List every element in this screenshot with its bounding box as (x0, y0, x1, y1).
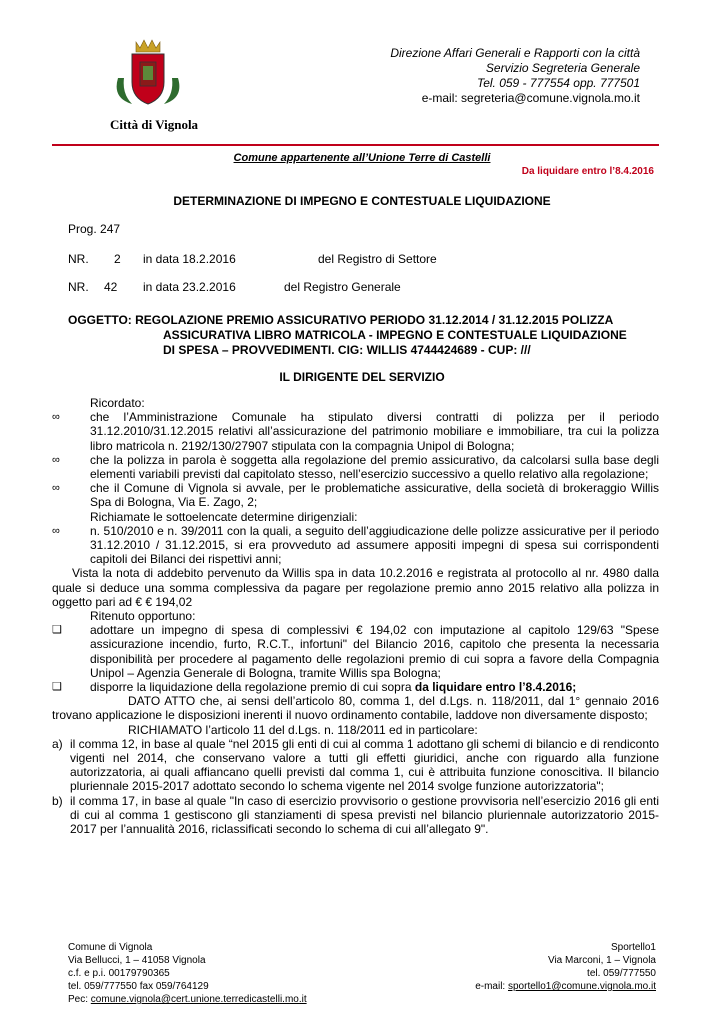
oggetto-line: DI SPESA – PROVVEDIMENTI. CIG: WILLIS 4744424689 - CUP: /// (163, 343, 531, 357)
list-item-text: che la polizza in parola è soggetta alla regolazione del premio assicurativo, da calcolarsi sulla base degli elementi variabili previsti dal capitolato stesso, nell’esercizio successivo a quello relativo alla regolazione; (90, 452, 659, 482)
list-item-text: che l’Amministrazione Comunale ha stipulato diversi contratti di polizza per il periodo 31.12.2010/31.12.2015 relativi all’assicurazione del patrimonio mobiliare e immobiliare, tra cui la polizza libro matricola n. 2192/130/27907 stipulata con la compagnia Unipol di Bologna; (90, 410, 659, 453)
document-body (52, 396, 659, 836)
list-item (52, 481, 659, 509)
nr-date: in data 18.2.2016 (143, 252, 236, 266)
list-item-text: che il Comune di Vignola si avvale, per le problematiche assicurative, della società di brokeraggio Willis Spa di Bologna, Via E. Zago, 2; (90, 481, 659, 510)
document-title: DETERMINAZIONE DI IMPEGNO E CONTESTUALE LIQUIDAZIONE (173, 194, 551, 208)
footer-line: c.f. e p.i. 00179790365 (68, 968, 170, 979)
nr-value: 2 (114, 252, 121, 266)
office-line: Direzione Affari Generali e Rapporti con la città (390, 46, 640, 60)
ritenuto-label: Ritenuto opportuno: (90, 609, 196, 624)
header-divider (52, 144, 659, 146)
oggetto-block (68, 313, 658, 358)
oggetto-line: OGGETTO: REGOLAZIONE PREMIO ASSICURATIVO PERIODO 31.12.2014 / 31.12.2015 POLIZZA (68, 313, 614, 327)
office-line: Tel. 059 - 777554 opp. 777501 (476, 76, 640, 90)
infinity-bullet-icon: ∞ (52, 453, 60, 466)
office-email[interactable]: e-mail: segreteria@comune.vignola.mo.it (421, 91, 640, 105)
richiamato-paragraph: RICHIAMATO l’articolo 11 del d.Lgs. n. 118/2011 ed in particolare: (128, 722, 478, 737)
deadline-note: Da liquidare entro l’8.4.2016 (521, 166, 654, 177)
email-link[interactable]: sportello1@comune.vignola.mo.it (507, 981, 656, 992)
footer-pec-line (68, 993, 307, 1006)
list-item (52, 410, 659, 453)
footer-line: tel. 059/777550 fax 059/764129 (68, 981, 209, 992)
list-item (52, 524, 659, 567)
pec-label: Pec: (68, 994, 91, 1005)
deadline-emphasis: da liquidare entro l’8.4.2016; (414, 680, 577, 695)
section-heading: IL DIRIGENTE DEL SERVIZIO (279, 370, 445, 384)
list-item-text: disporre la liquidazione della regolazione premio di cui sopra (90, 680, 415, 695)
footer-line: Via Marconi, 1 – Vignola (547, 955, 656, 966)
footer-line: Via Bellucci, 1 – 41058 Vignola (68, 955, 206, 966)
list-item-text: il comma 17, in base al quale "In caso di esercizio provvisorio o gestione provvisoria nell’esercizio 2016 gli enti di cui al comma 1 gestiscono gli stanziamenti di spesa previsti nel bilancio pluriennale autorizzatorio 2015-2017 per l’annualità 2016, riclassificati secondo lo schema di cui all’allegato 9". (70, 793, 659, 837)
nr-date: in data 23.2.2016 (143, 280, 236, 294)
list-item-text: adottare un impegno di spesa di complessivi € 194,02 con imputazione al capitolo 129/63 "Spese assicurazione incendio, furto, R.C.T., infortuni" del Bilancio 2016, capitolo che presenta la necessaria disponibilità per procedere al pagamento delle regolazioni premio di cui sopra a favore della Compagnia Unipol – Agenzia Generale di Bologna, tramite Willis spa Bologna; (90, 623, 659, 680)
footer-line: tel. 059/777550 (587, 968, 656, 979)
infinity-bullet-icon: ∞ (52, 482, 60, 495)
infinity-bullet-icon: ∞ (52, 411, 60, 424)
nr-registro: del Registro di Settore (318, 252, 437, 266)
list-item (52, 737, 659, 794)
office-block (390, 46, 640, 106)
nr-registro: del Registro Generale (284, 280, 401, 294)
list-item (52, 453, 659, 481)
nr-label: NR. (68, 252, 89, 266)
oggetto-line: ASSICURATIVA LIBRO MATRICOLA - IMPEGNO E CONTESTUALE LIQUIDAZIONE (163, 328, 627, 342)
email-label: e-mail: (475, 981, 508, 992)
list-item-text: il comma 12, in base al quale “nel 2015 gli enti di cui al comma 1 adottano gli schemi di bilancio e di rendiconto vigenti nel 2014, che conservano valore a tutti gli effetti giuridici, anche con riguardo alla funzione autorizzatoria, ai quali affiancano quelli previsti dal comma 1, cui è attribuita funzione conoscitiva. Il bilancio pluriennale 2015-2017 adottato secondo lo schema vigente nel 2014 svolge funzione autorizzatoria"; (70, 736, 660, 794)
nr-value: 42 (104, 280, 118, 294)
list-marker: b) (52, 793, 63, 808)
city-crest-icon (108, 38, 188, 110)
list-item (52, 680, 659, 694)
office-line: Servizio Segreteria Generale (485, 61, 640, 75)
list-item (52, 794, 659, 837)
pec-link[interactable]: comune.vignola@cert.unione.terredicastelli.mo.it (90, 994, 307, 1005)
richiamate-label: Richiamate le sottoelencate determine dirigenziali: (90, 509, 358, 524)
footer-line: Sportello1 (610, 942, 656, 953)
footer-line: Comune di Vignola (68, 942, 153, 953)
dato-atto-paragraph: DATO ATTO che, ai sensi dell’articolo 80, comma 1, del d.Lgs. n. 118/2011, dal 1° gennaio 2016 trovano applicazione le disposizioni inerenti il nuovo ordinamento contabile, laddove non diversamente disposto; (52, 694, 659, 723)
infinity-bullet-icon: ∞ (52, 524, 60, 537)
list-marker: a) (52, 736, 63, 751)
list-item (52, 623, 659, 680)
footer-email-line (475, 980, 656, 993)
union-line: Comune appartenente all’Unione Terre di Castelli (233, 152, 491, 164)
list-item-text: n. 510/2010 e n. 39/2011 con la quali, a seguito dell’aggiudicazione delle polizze assicurative per il periodo 31.12.2010 / 31.12.2015, si era provveduto ad assumere appositi impegni di spesa sui corrispondenti capitoli dei Bilanci dei rispettivi anni; (90, 523, 659, 567)
prog-number: Prog. 247 (68, 222, 121, 236)
vista-paragraph: Vista la nota di addebito pervenuto da Willis spa in data 10.2.2016 e registrata al protocollo al nr. 4980 dalla quale si deduce una somma complessiva da pagare per regolazione premio anno 2015 relativo alla polizza in oggetto pari ad € € 194,02 (52, 566, 659, 609)
checkbox-bullet-icon: ❑ (52, 624, 62, 637)
ricordato-label: Ricordato: (90, 396, 145, 410)
nr-label: NR. (68, 280, 89, 294)
checkbox-bullet-icon: ❑ (52, 681, 62, 694)
city-name: Città di Vignola (109, 117, 199, 132)
footer-right (475, 941, 656, 993)
footer-left (68, 941, 307, 1006)
